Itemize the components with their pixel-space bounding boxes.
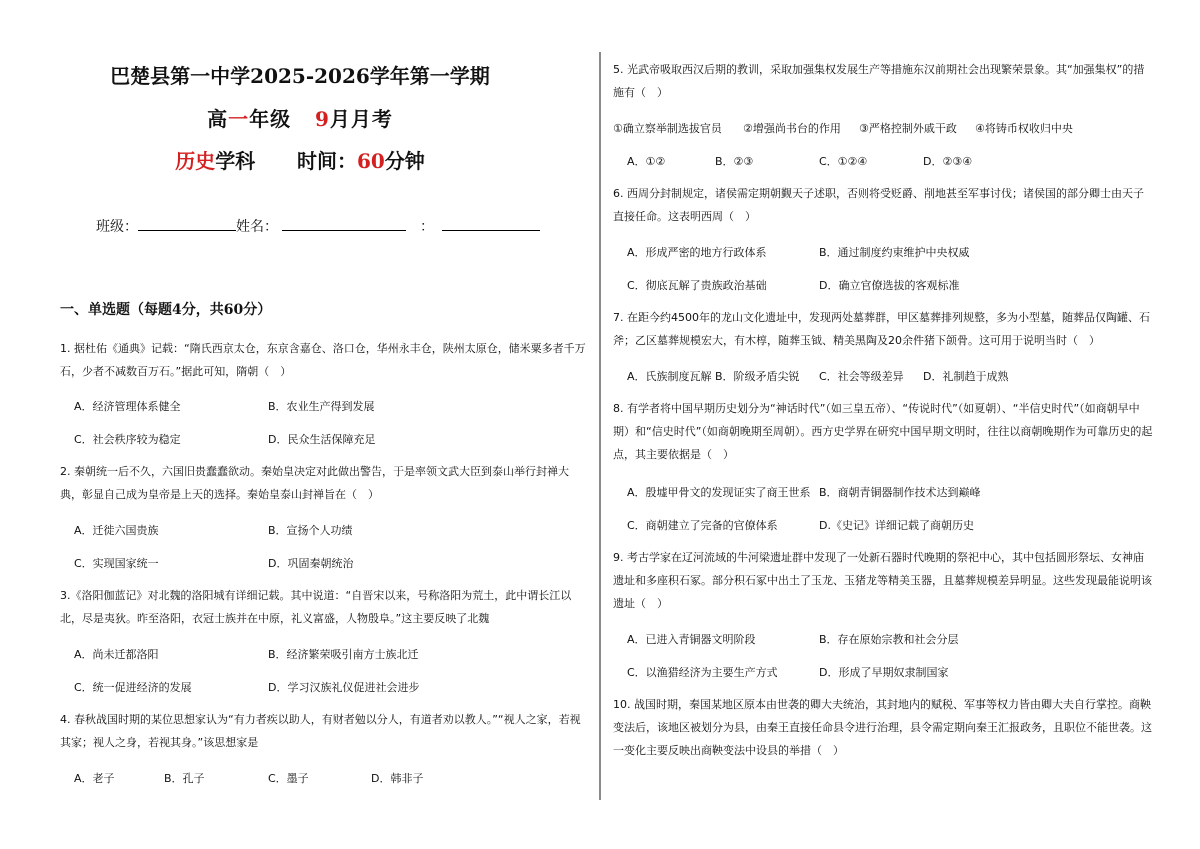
question-6-option-d[interactable]: D．确立官僚选拔的客观标准 bbox=[819, 279, 960, 292]
right-column bbox=[603, 0, 1200, 849]
question-7-stem: 7. 在距今约4500年的龙山文化遗址中，发现两处墓葬群，甲区墓葬排列规整，多为小型墓，随葬品仅陶罐、石斧；乙区墓葬规模宏大，有木椁，随葬玉钺、精美黑陶及20余件猪下颌骨。这可用于说明当时（ ） bbox=[613, 311, 1150, 347]
question-2-option-c[interactable]: C．实现国家统一 bbox=[74, 557, 159, 570]
question-1-option-b[interactable]: B．农业生产得到发展 bbox=[268, 400, 375, 413]
class-label: 班级： bbox=[96, 219, 138, 235]
question-5-item-4: ④将铸币权收归中央 bbox=[975, 122, 1073, 135]
question-5-item-2: ②增强尚书台的作用 bbox=[743, 122, 841, 135]
id-label: ： bbox=[420, 219, 434, 235]
class-blank[interactable] bbox=[138, 218, 236, 231]
question-5-option-c[interactable]: C．①②④ bbox=[819, 155, 868, 168]
question-8-option-a[interactable]: A．殷墟甲骨文的发现证实了商王世系 bbox=[627, 486, 811, 499]
question-3-option-d[interactable]: D．学习汉族礼仪促进社会进步 bbox=[268, 681, 420, 694]
question-9-option-c[interactable]: C．以渔猎经济为主要生产方式 bbox=[627, 666, 778, 679]
grade-prefix: 高 bbox=[207, 107, 229, 131]
question-5-item-1: ①确立察举制选拔官员 bbox=[613, 122, 722, 135]
question-8-option-c[interactable]: C．商朝建立了完备的官僚体系 bbox=[627, 519, 778, 532]
section-title: 一、单选题（每题4分，共60分） bbox=[60, 302, 272, 318]
question-8-option-b[interactable]: B．商朝青铜器制作技术达到巅峰 bbox=[819, 486, 981, 499]
subject-suffix: 学科 bbox=[215, 149, 256, 173]
month-number: 9 bbox=[314, 107, 330, 131]
subject-title bbox=[0, 145, 600, 174]
student-info-line bbox=[96, 216, 540, 236]
question-4-option-b[interactable]: B．孔子 bbox=[164, 772, 205, 785]
question-2-option-b[interactable]: B．宣扬个人功绩 bbox=[268, 524, 353, 537]
id-blank[interactable] bbox=[442, 218, 540, 231]
question-5-option-d[interactable]: D．②③④ bbox=[923, 155, 973, 168]
question-3-option-a[interactable]: A．尚未迁都洛阳 bbox=[74, 648, 159, 661]
question-7-option-a[interactable]: A．氏族制度瓦解 bbox=[627, 370, 712, 383]
question-6-option-b[interactable]: B．通过制度约束维护中央权威 bbox=[819, 246, 970, 259]
question-6-option-a[interactable]: A．形成严密的地方行政体系 bbox=[627, 246, 767, 259]
question-9-option-d[interactable]: D．形成了早期奴隶制国家 bbox=[819, 666, 949, 679]
question-6-option-c[interactable]: C．彻底瓦解了贵族政治基础 bbox=[627, 279, 767, 292]
question-3-option-b[interactable]: B．经济繁荣吸引南方士族北迁 bbox=[268, 648, 419, 661]
question-5-option-a[interactable]: A．①② bbox=[627, 155, 666, 168]
question-2-option-d[interactable]: D．巩固秦朝统治 bbox=[268, 557, 354, 570]
question-3-option-c[interactable]: C．统一促进经济的发展 bbox=[74, 681, 192, 694]
grade-suffix: 年级 bbox=[249, 107, 292, 131]
time-value: 60 bbox=[356, 149, 385, 173]
grade-number: 一 bbox=[228, 107, 250, 131]
school-title: 巴楚县第一中学2025-2026学年第一学期 bbox=[110, 64, 490, 88]
name-label: 姓名： bbox=[236, 219, 278, 235]
column-divider bbox=[599, 52, 601, 800]
question-8-stem: 8. 有学者将中国早期历史划分为“神话时代”（如三皇五帝）、“传说时代”（如夏朝）、“半信史时代”（如商朝早中期）和“信史时代”（如商朝晚期至周朝）。西方史学界在研究中国早期文明时，往往以商朝晚期作为可靠历史的起点，其主要依据是（ ） bbox=[613, 402, 1153, 461]
question-5-stem: 5. 光武帝吸取西汉后期的教训，采取加强集权发展生产等措施东汉前期社会出现繁荣景象。其“加强集权”的措施有（ ） bbox=[613, 63, 1145, 99]
question-7-option-c[interactable]: C．社会等级差异 bbox=[819, 370, 904, 383]
question-4-option-a[interactable]: A．老子 bbox=[74, 772, 115, 785]
question-1-option-a[interactable]: A．经济管理体系健全 bbox=[74, 400, 181, 413]
question-7-option-d[interactable]: D．礼制趋于成熟 bbox=[923, 370, 1009, 383]
time-unit: 分钟 bbox=[384, 149, 425, 173]
grade-title bbox=[0, 103, 600, 132]
question-8-option-d[interactable]: D.《史记》详细记载了商朝历史 bbox=[819, 519, 974, 532]
question-5-option-b[interactable]: B．②③ bbox=[715, 155, 754, 168]
question-6-stem: 6. 西周分封制规定，诸侯需定期朝觐天子述职，否则将受贬爵、削地甚至军事讨伐；诸侯国的部分卿士由天子直接任命。这表明西周（ ） bbox=[613, 187, 1144, 223]
question-10-stem: 10. 战国时期，秦国某地区原本由世袭的卿大夫统治，其封地内的赋税、军事等权力皆由卿大夫自行掌控。商鞅变法后，该地区被划分为县，由秦王直接任命县令进行治理，县令需定期向秦王汇报政务，且职位不能世袭。这一变化主要反映出商鞅变法中设县的举措（ ） bbox=[613, 698, 1152, 757]
question-4-option-c[interactable]: C．墨子 bbox=[268, 772, 309, 785]
question-9-stem: 9. 考古学家在辽河流域的牛河梁遗址群中发现了一处新石器时代晚期的祭祀中心，其中包括圆形祭坛、女神庙遗址和多座积石冢。部分积石冢中出土了玉龙、玉猪龙等精美玉器，且墓葬规模差异明显。这些发现最能说明该遗址（ ） bbox=[613, 551, 1152, 610]
question-3-stem: 3.《洛阳伽蓝记》对北魏的洛阳城有详细记载。其中说道：“自晋宋以来，号称洛阳为荒土，此中谓长江以北，尽是夷狄。昨至洛阳，衣冠士族并在中原，礼义富盛，人物殷阜。”这主要反映了北魏 bbox=[60, 589, 572, 625]
question-1-option-c[interactable]: C．社会秩序较为稳定 bbox=[74, 433, 181, 446]
question-2-stem: 2. 秦朝统一后不久，六国旧贵蠢蠢欲动。秦始皇决定对此做出警告，于是率领文武大臣到泰山举行封禅大典，彰显自己成为皇帝是上天的选择。秦始皇泰山封禅旨在（ ） bbox=[60, 465, 569, 501]
name-blank[interactable] bbox=[282, 218, 406, 231]
question-1-option-d[interactable]: D．民众生活保障充足 bbox=[268, 433, 376, 446]
question-4-stem: 4. 春秋战国时期的某位思想家认为“有力者疾以助人，有财者勉以分人，有道者劝以教人。”“视人之家，若视其家；视人之身，若视其身。”该思想家是 bbox=[60, 713, 581, 749]
question-9-option-b[interactable]: B．存在原始宗教和社会分层 bbox=[819, 633, 959, 646]
time-label: 时间： bbox=[296, 149, 357, 173]
question-2-option-a[interactable]: A．迁徙六国贵族 bbox=[74, 524, 159, 537]
subject-name: 历史 bbox=[175, 149, 216, 173]
question-7-option-b[interactable]: B．阶级矛盾尖锐 bbox=[715, 370, 800, 383]
question-4-option-d[interactable]: D．韩非子 bbox=[371, 772, 424, 785]
question-1-stem: 1. 据杜佑《通典》记载：“隋氏西京太仓，东京含嘉仓、洛口仓，华州永丰仓，陕州太原仓，储米粟多者千万石，少者不减数百万石。”据此可知，隋朝（ ） bbox=[60, 342, 586, 378]
question-9-option-a[interactable]: A．已进入青铜器文明阶段 bbox=[627, 633, 756, 646]
question-5-item-3: ③严格控制外戚干政 bbox=[859, 122, 957, 135]
exam-type: 月月考 bbox=[329, 107, 393, 131]
